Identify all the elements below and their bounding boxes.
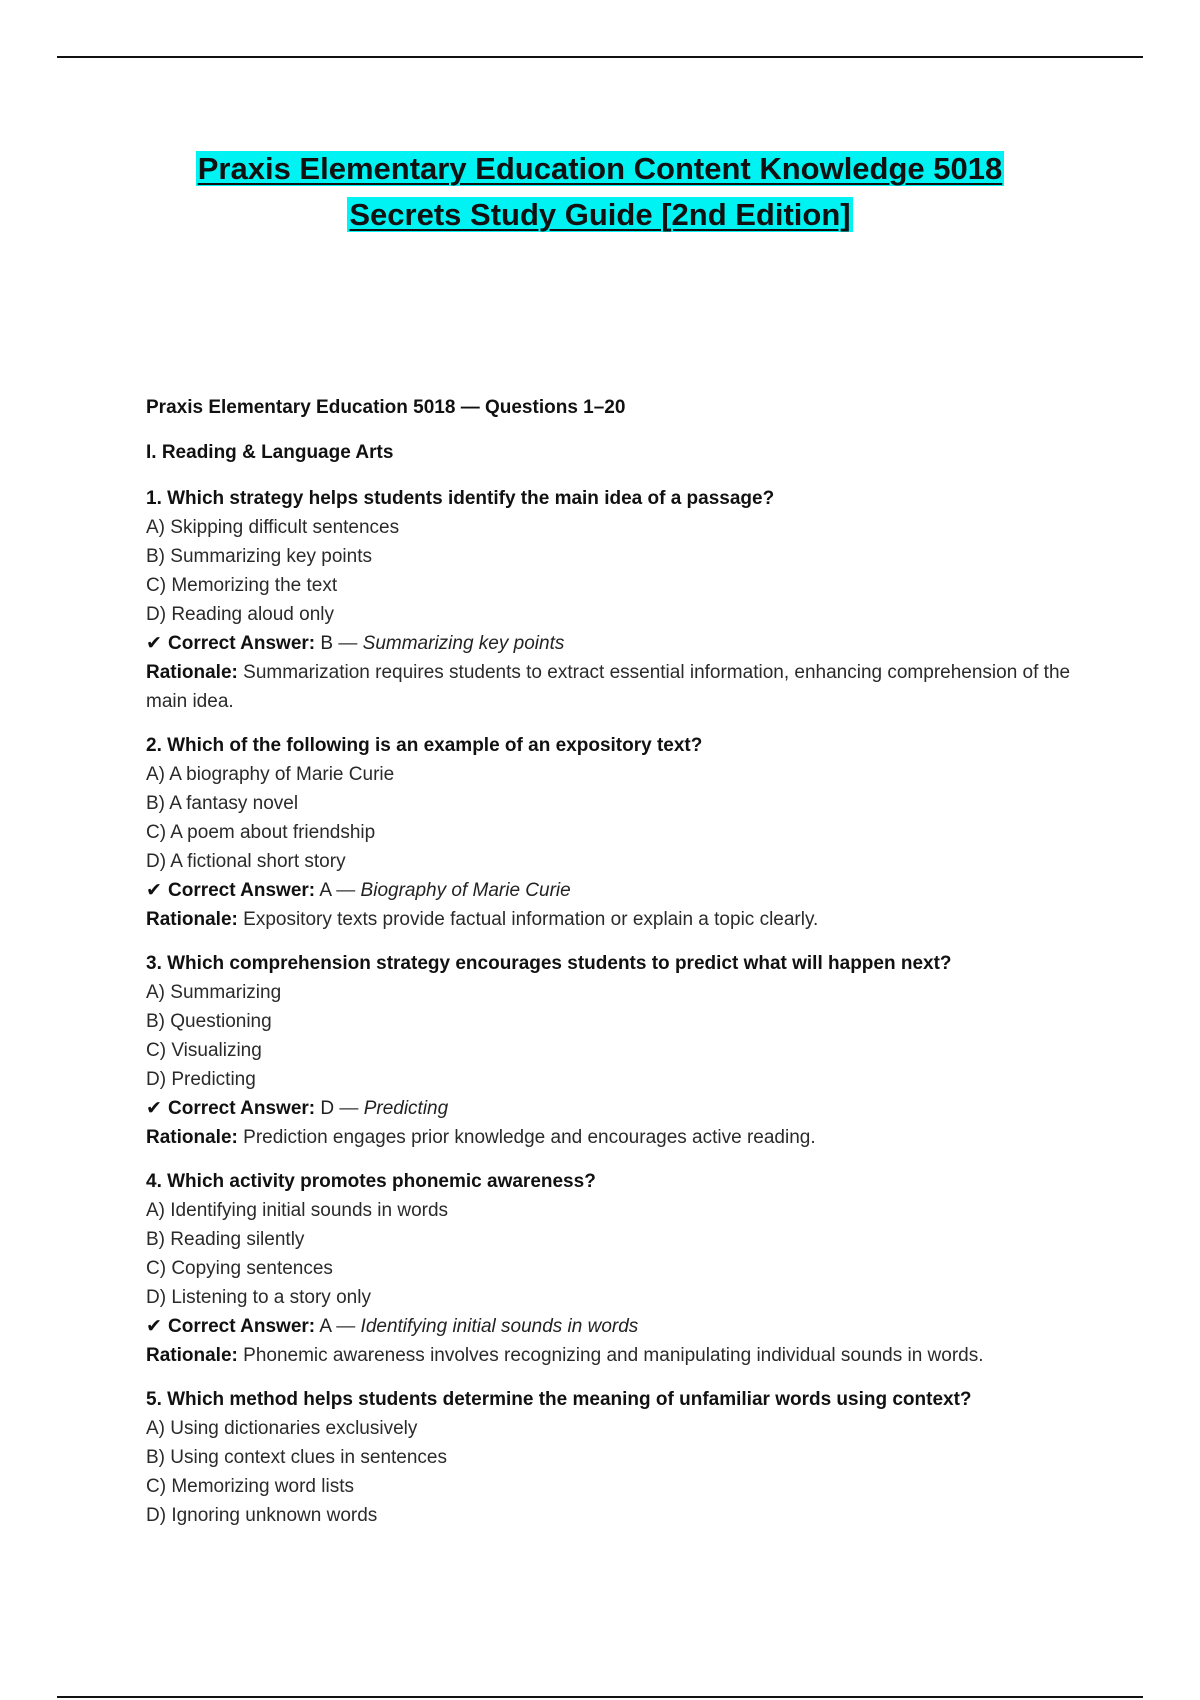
option-c: C) Memorizing word lists [146,1476,354,1497]
answer-text: Summarizing key points [362,633,565,654]
answer-dash: — [336,880,356,901]
question-prompt: 1. Which strategy helps students identify the main idea of a passage? [146,488,775,509]
option-b: B) Questioning [146,1011,272,1032]
rationale [146,1123,1086,1152]
option-d: D) A fictional short story [146,851,346,872]
rationale [146,658,1086,716]
document-body [146,393,1086,1530]
title-line-1: Praxis Elementary Education Content Knowledge 5018 [197,151,1003,186]
option-c: C) A poem about friendship [146,822,376,843]
section-heading: I. Reading & Language Arts [146,442,394,463]
answer-dash: — [338,633,358,654]
option-c: C) Copying sentences [146,1258,333,1279]
option-b: B) Summarizing key points [146,546,372,567]
option-a: A) Skipping difficult sentences [146,517,400,538]
rationale-label: Rationale: [146,662,238,683]
rationale-label: Rationale: [146,1345,238,1366]
answer-letter: D [320,1098,335,1119]
correct-answer-label: Correct Answer: [168,1316,316,1337]
rationale-text: Summarization requires students to extract essential information, enhancing comprehension of the main idea. [146,662,1071,712]
rationale-text: Phonemic awareness involves recognizing and manipulating individual sounds in words. [243,1345,984,1366]
option-d: D) Reading aloud only [146,604,335,625]
answer-text: Biography of Marie Curie [360,880,571,901]
correct-answer [146,876,1086,905]
bottom-rule [57,1696,1143,1698]
answer-dash: — [339,1098,359,1119]
answer-letter: A [319,880,331,901]
question-1 [146,484,1086,716]
answer-dash: — [336,1316,356,1337]
correct-answer [146,1094,1086,1123]
answer-letter: A [319,1316,331,1337]
option-b: B) Reading silently [146,1229,305,1250]
correct-answer-label: Correct Answer: [168,1098,316,1119]
option-a: A) A biography of Marie Curie [146,764,395,785]
question-prompt: 2. Which of the following is an example of an expository text? [146,735,703,756]
correct-answer [146,629,1086,658]
question-4 [146,1167,1086,1370]
question-prompt: 3. Which comprehension strategy encourages students to predict what will happen next? [146,953,952,974]
top-rule [57,56,1143,58]
rationale [146,905,1086,934]
option-a: A) Identifying initial sounds in words [146,1200,449,1221]
answer-text: Identifying initial sounds in words [360,1316,639,1337]
question-prompt: 5. Which method helps students determine the meaning of unfamiliar words using context? [146,1389,972,1410]
option-a: A) Using dictionaries exclusively [146,1418,418,1439]
option-b: B) Using context clues in sentences [146,1447,447,1468]
option-c: C) Visualizing [146,1040,262,1061]
question-3 [146,949,1086,1152]
rationale [146,1341,1086,1370]
option-c: C) Memorizing the text [146,575,338,596]
option-d: D) Predicting [146,1069,256,1090]
check-icon: ✔ [146,1098,162,1119]
document-title [0,146,1200,238]
option-d: D) Listening to a story only [146,1287,371,1308]
question-2 [146,731,1086,934]
answer-letter: B [320,633,334,654]
check-icon: ✔ [146,633,162,654]
rationale-label: Rationale: [146,909,238,930]
correct-answer [146,1312,1086,1341]
option-b: B) A fantasy novel [146,793,299,814]
questions-header: Praxis Elementary Education 5018 — Questions 1–20 [146,397,626,418]
title-line-2: Secrets Study Guide [2nd Edition] [349,197,851,232]
option-a: A) Summarizing [146,982,282,1003]
question-5 [146,1385,1086,1530]
correct-answer-label: Correct Answer: [168,880,316,901]
check-icon: ✔ [146,880,162,901]
answer-text: Predicting [363,1098,449,1119]
correct-answer-label: Correct Answer: [168,633,316,654]
check-icon: ✔ [146,1316,162,1337]
rationale-text: Expository texts provide factual information or explain a topic clearly. [243,909,819,930]
option-d: D) Ignoring unknown words [146,1505,378,1526]
rationale-text: Prediction engages prior knowledge and encourages active reading. [243,1127,816,1148]
question-prompt: 4. Which activity promotes phonemic awareness? [146,1171,596,1192]
rationale-label: Rationale: [146,1127,238,1148]
